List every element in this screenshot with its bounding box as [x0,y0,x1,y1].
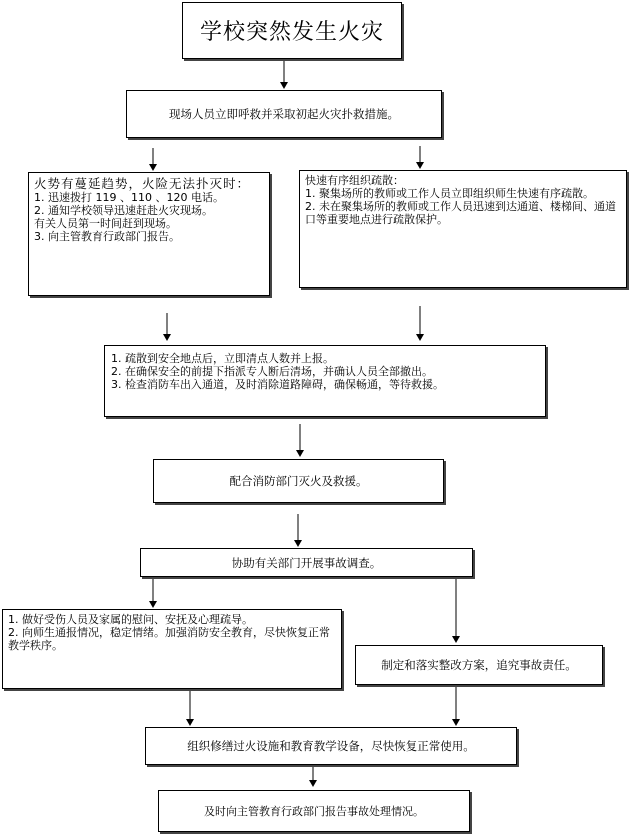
step4-text: 配合消防部门灭火及救援。 [229,474,368,488]
left-branch-item-4: 3. 向主管教育行政部门报告。 [34,230,180,243]
node-step7 [145,727,517,765]
node-step8 [158,790,470,832]
right-after-text: 制定和落实整改方案，追究事故责任。 [381,658,577,672]
step7-text: 组织修缮过火设施和教育教学设备，尽快恢复正常使用。 [187,739,475,753]
step3-item-2: 2. 在确保安全的前提下指派专人断后清场，并确认人员全部撤出。 [111,365,433,378]
right-branch-item-1: 1. 聚集场所的教师或工作人员立即组织师生快速有序疏散。 [305,187,594,200]
node-step3 [104,345,546,417]
node-left-branch [28,172,270,296]
node-title [182,2,402,59]
node-left-after [2,609,342,689]
title-text: 学校突然发生火灾 [199,20,384,45]
node-right-after [355,645,603,685]
step8-text: 及时向主管教育行政部门报告事故处理情况。 [204,805,424,818]
left-after-item-1: 1. 做好受伤人员及家属的慰问、安抚及心理疏导。 [8,613,253,626]
step3-item-1: 1. 疏散到安全地点后，立即清点人数并上报。 [111,352,334,365]
node-step5 [140,548,473,577]
step5-text: 协助有关部门开展事故调查。 [231,555,382,570]
left-branch-item-1: 1. 迅速拨打 119 、110 、120 电话。 [34,191,224,204]
left-branch-item-2: 2. 通知学校领导迅速赶赴火灾现场。 [34,204,213,217]
left-branch-heading: 火势有蔓延趋势，火险无法扑灭时： [34,176,251,191]
node-step4 [153,459,444,503]
right-branch-item-2: 2. 未在聚集场所的教师或工作人员迅速到达通道、楼梯间、通道口等重要地点进行疏散保护。 [305,200,616,226]
left-after-item-2: 2. 向师生通报情况，稳定情绪。加强消防安全教育，尽快恢复正常教学秩序。 [8,626,330,652]
node-right-branch [299,170,627,288]
node-step1 [126,90,442,138]
right-branch-heading: 快速有序组织疏散： [305,174,404,187]
step3-item-3: 3. 检查消防车出入通道，及时消除道路障碍，确保畅通，等待救援。 [111,378,444,391]
left-branch-item-3: 有关人员第一时间赶到现场。 [34,217,177,230]
step1-text: 现场人员立即呼救并采取初起火灾扑救措施。 [169,107,399,121]
